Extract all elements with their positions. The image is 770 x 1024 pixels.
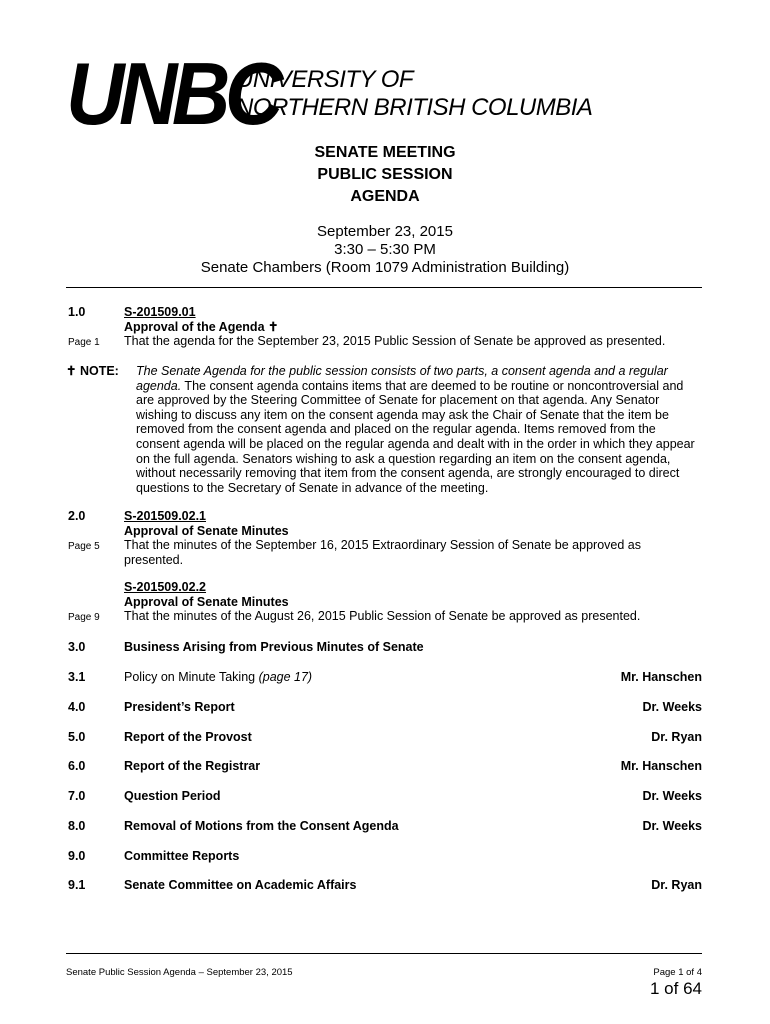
page-ref: Page 5 bbox=[68, 541, 100, 552]
page-ref: Page 1 bbox=[68, 337, 100, 348]
agenda-item-1 bbox=[124, 305, 702, 349]
presenter: Dr. Weeks bbox=[642, 819, 702, 833]
logo-mark: UNBC bbox=[66, 44, 278, 143]
presenter: Dr. Ryan bbox=[651, 730, 702, 744]
motion-text: That the agenda for the September 23, 2015 Public Session of Senate be approved as presented. bbox=[124, 334, 666, 349]
motion-id: S-201509.02.2 bbox=[124, 580, 207, 594]
title-line-2: PUBLIC SESSION bbox=[317, 166, 453, 183]
item-title: Report of the Provost bbox=[124, 730, 252, 744]
meeting-location: Senate Chambers (Room 1079 Administration Building) bbox=[200, 259, 570, 276]
title-line-1: SENATE MEETING bbox=[314, 144, 456, 161]
item-title: Senate Committee on Academic Affairs bbox=[124, 878, 357, 892]
presenter: Dr. Weeks bbox=[642, 700, 702, 714]
logo-line-1: UNIVERSITY OF bbox=[236, 66, 414, 93]
presenter: Mr. Hanschen bbox=[620, 670, 702, 684]
presenter: Dr. Weeks bbox=[642, 789, 702, 803]
item-number: 5.0 bbox=[68, 730, 86, 744]
item-title bbox=[124, 670, 702, 685]
motion-heading: Approval of Senate Minutes bbox=[124, 523, 289, 538]
logo-text bbox=[236, 66, 592, 122]
footer-divider bbox=[66, 953, 702, 954]
motion-text: That the minutes of the September 16, 2015 Extraordinary Session of Senate be approved as presented. bbox=[124, 538, 641, 567]
item-number: 7.0 bbox=[68, 789, 86, 803]
motion-text: That the minutes of the August 26, 2015 Public Session of Senate be approved as presented. bbox=[124, 609, 641, 624]
item-number: 2.0 bbox=[68, 509, 86, 523]
footer-page-number: Page 1 of 4 bbox=[653, 967, 702, 978]
item-number: 9.0 bbox=[68, 849, 86, 863]
footer-title: Senate Public Session Agenda – September 23, 2015 bbox=[66, 967, 293, 978]
item-title: Report of the Registrar bbox=[124, 759, 261, 773]
motion-heading: Approval of the Agenda ✝ bbox=[124, 319, 279, 334]
item-title: Committee Reports bbox=[124, 849, 240, 863]
item-title: Business Arising from Previous Minutes of Senate bbox=[124, 640, 424, 654]
item-title: Question Period bbox=[124, 789, 221, 803]
meeting-time: 3:30 – 5:30 PM bbox=[334, 241, 436, 258]
item-number: 9.1 bbox=[68, 878, 86, 892]
item-number: 1.0 bbox=[68, 305, 86, 319]
item-title: Removal of Motions from the Consent Agenda bbox=[124, 819, 399, 833]
header-divider bbox=[66, 287, 702, 288]
motion-heading: Approval of Senate Minutes bbox=[124, 594, 289, 609]
note-label: ✝ NOTE: bbox=[66, 364, 119, 378]
item-title-page-ref: (page 17) bbox=[258, 670, 313, 684]
item-number: 4.0 bbox=[68, 700, 86, 714]
meeting-date: September 23, 2015 bbox=[317, 223, 453, 240]
note-text bbox=[136, 364, 702, 495]
presenter: Dr. Ryan bbox=[651, 878, 702, 892]
motion-id: S-201509.02.1 bbox=[124, 509, 207, 523]
item-number: 6.0 bbox=[68, 759, 86, 773]
agenda-item-2-motion-2 bbox=[124, 580, 702, 624]
agenda-item-2-motion-1 bbox=[124, 509, 702, 567]
motion-id: S-201509.01 bbox=[124, 305, 196, 319]
item-title-text: Policy on Minute Taking bbox=[124, 670, 256, 684]
note-rest: The consent agenda contains items that are deemed to be routine or noncontroversial and are approved by the Steering Committee of Senate for placement on that agenda. Any Senator wishing to discuss any item on the consent agenda may ask the Chair of Senate that the item be removed from the consent agenda and placed on the regular agenda. Items removed from the consent agenda will be placed on the regular agenda and dealt with in the order in which they appear on the full agenda. Senators wishing to ask a question regarding an item on the consent agenda, without necessarily removing that item from the consent agenda, are strongly encouraged to direct questions to the Secretary of Senate in advance of the meeting. bbox=[136, 378, 695, 495]
item-number: 3.1 bbox=[68, 670, 86, 684]
item-title: President’s Report bbox=[124, 700, 235, 714]
logo-line-2: NORTHERN BRITISH COLUMBIA bbox=[236, 94, 593, 121]
presenter: Mr. Hanschen bbox=[620, 759, 702, 773]
title-line-3: AGENDA bbox=[350, 188, 420, 205]
note-italic: The Senate Agenda for the public session consists of two parts, a consent agenda and a regular agenda. bbox=[136, 364, 668, 393]
document-page-count: 1 of 64 bbox=[650, 979, 702, 998]
university-logo bbox=[66, 44, 626, 144]
page-ref: Page 9 bbox=[68, 612, 100, 623]
item-number: 3.0 bbox=[68, 640, 86, 654]
item-number: 8.0 bbox=[68, 819, 86, 833]
